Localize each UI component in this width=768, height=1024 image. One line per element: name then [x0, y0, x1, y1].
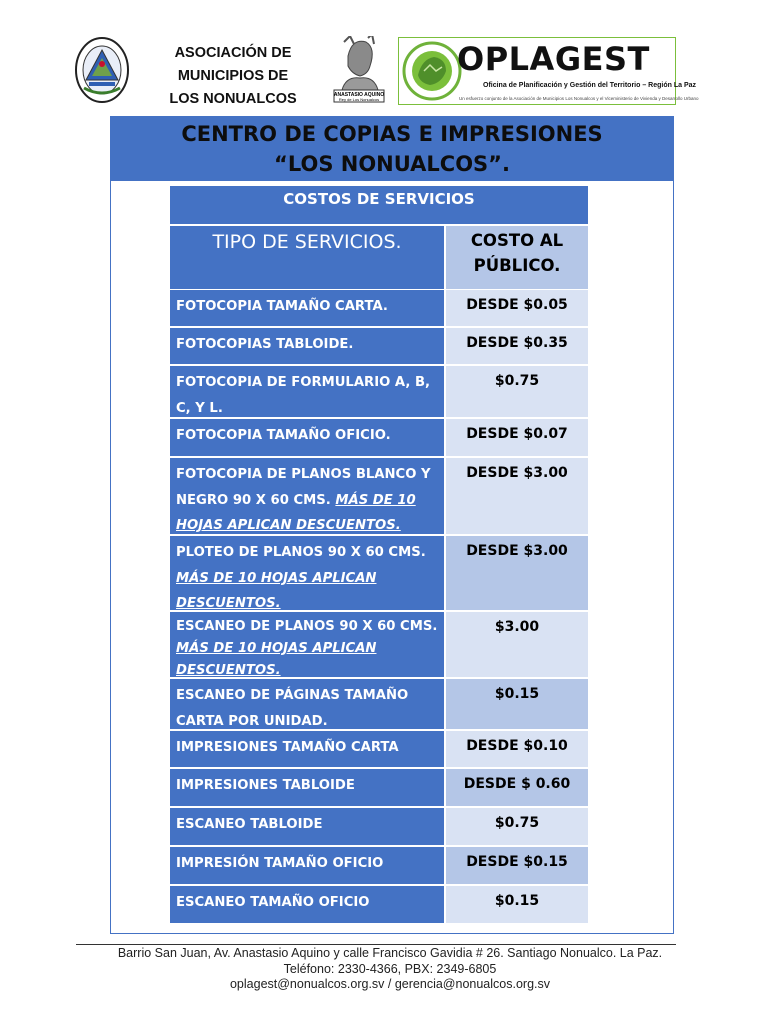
- footer-address: Barrio San Juan, Av. Anastasio Aquino y calle Francisco Gavidia # 26. Santiago Nonualco. La Paz.: [117, 946, 663, 960]
- column-header-service: TIPO DE SERVICIOS.: [170, 226, 444, 289]
- association-line-1: ASOCIACIÓN DE MUNICIPIOS DE: [174, 45, 292, 84]
- table-row-price: DESDE $3.00: [446, 458, 588, 534]
- service-text: ESCANEO TABLOIDE: [176, 817, 323, 832]
- table-row-price: $0.75: [446, 366, 588, 417]
- oplagest-title: OPLAGEST: [457, 40, 650, 78]
- el-salvador-seal-icon: [74, 36, 130, 104]
- table-row-price: DESDE $0.35: [446, 328, 588, 364]
- oplagest-subtitle: Oficina de Planificación y Gestión del Territorio – Región La Paz: [483, 82, 697, 89]
- table-row-price: DESDE $0.15: [446, 847, 588, 884]
- banner-title-line-1: CENTRO DE COPIAS E IMPRESIONES: [181, 122, 603, 146]
- discount-note: MÁS DE 10 HOJAS APLICAN DESCUENTOS.: [176, 641, 377, 678]
- service-text: ESCANEO DE PÁGINAS TAMAÑO CARTA POR UNIDAD.: [176, 688, 409, 729]
- service-text: IMPRESIONES TAMAÑO CARTA: [176, 740, 399, 755]
- table-row-service: [170, 366, 444, 417]
- association-line-2: LOS NONUALCOS: [169, 91, 297, 107]
- service-text: ESCANEO DE PLANOS 90 X 60 CMS.: [176, 619, 438, 634]
- table-row-service: [170, 419, 444, 456]
- service-text: FOTOCOPIAS TABLOIDE.: [176, 337, 354, 352]
- region-la-paz-logo-icon: [402, 41, 462, 101]
- service-text: FOTOCOPIA TAMAÑO OFICIO.: [176, 428, 391, 443]
- column-header-price-line-2: PÚBLICO.: [473, 256, 561, 275]
- table-row-service: [170, 328, 444, 364]
- table-row-service: [170, 612, 444, 677]
- discount-note: MÁS DE 10 HOJAS APLICAN DESCUENTOS.: [176, 492, 416, 533]
- service-text: ESCANEO TAMAÑO OFICIO: [176, 895, 370, 910]
- table-row-service: [170, 536, 444, 610]
- table-caption: COSTOS DE SERVICIOS: [170, 186, 588, 224]
- service-text: IMPRESIÓN TAMAÑO OFICIO: [176, 856, 384, 871]
- bust-caption-2: Rey de Los Nonualcos: [338, 97, 380, 102]
- table-row-price: DESDE $0.07: [446, 419, 588, 456]
- oplagest-subtitle-small: Un esfuerzo conjunto de la Asociación de Municipios Los Nonualcos y el Viceministerio de Vivienda y Desarrollo Urbano: [459, 96, 699, 101]
- table-row-price: DESDE $ 0.60: [446, 769, 588, 806]
- service-text: IMPRESIONES TABLOIDE: [176, 778, 355, 793]
- title-banner: [110, 116, 674, 181]
- table-row-price: $3.00: [446, 612, 588, 677]
- bust-caption-1: ANASTASIO AQUINO: [333, 92, 385, 98]
- footer-divider: [76, 944, 676, 945]
- association-name: [140, 42, 326, 111]
- service-text: PLOTEO DE PLANOS 90 X 60 CMS.: [176, 545, 426, 560]
- table-row-price: DESDE $0.05: [446, 290, 588, 326]
- table-row-service: [170, 679, 444, 729]
- table-row-service: [170, 847, 444, 884]
- table-row-service: [170, 886, 444, 923]
- footer-phone: Teléfono: 2330-4366, PBX: 2349-6805: [283, 961, 497, 976]
- service-text: FOTOCOPIA DE PLANOS BLANCO Y NEGRO 90 X 60 CMS.: [176, 467, 431, 508]
- anastasio-aquino-bust-icon: [330, 36, 388, 104]
- letterhead: [0, 0, 768, 110]
- table-row-service: [170, 769, 444, 806]
- table-row-price: $0.15: [446, 679, 588, 729]
- service-text: FOTOCOPIA TAMAÑO CARTA.: [176, 299, 388, 314]
- footer-contact: [60, 946, 720, 993]
- table-row-price: $0.75: [446, 808, 588, 845]
- footer-email: oplagest@nonualcos.org.sv / gerencia@nonualcos.org.sv: [229, 977, 550, 991]
- table-row-price: $0.15: [446, 886, 588, 923]
- table-row-price: DESDE $3.00: [446, 536, 588, 610]
- oplagest-logo-box: [398, 37, 699, 105]
- column-header-price-line-1: COSTO AL: [470, 231, 564, 250]
- banner-title-line-2: “LOS NONUALCOS”.: [274, 152, 510, 176]
- table-row-price: DESDE $0.10: [446, 731, 588, 767]
- column-header-price: [446, 226, 588, 289]
- discount-note: MÁS DE 10 HOJAS APLICAN DESCUENTOS.: [176, 570, 377, 611]
- table-row-service: [170, 290, 444, 326]
- service-text: FOTOCOPIA DE FORMULARIO A, B, C, Y L.: [176, 375, 431, 416]
- table-row-service: [170, 731, 444, 767]
- table-row-service: [170, 808, 444, 845]
- table-row-service: [170, 458, 444, 534]
